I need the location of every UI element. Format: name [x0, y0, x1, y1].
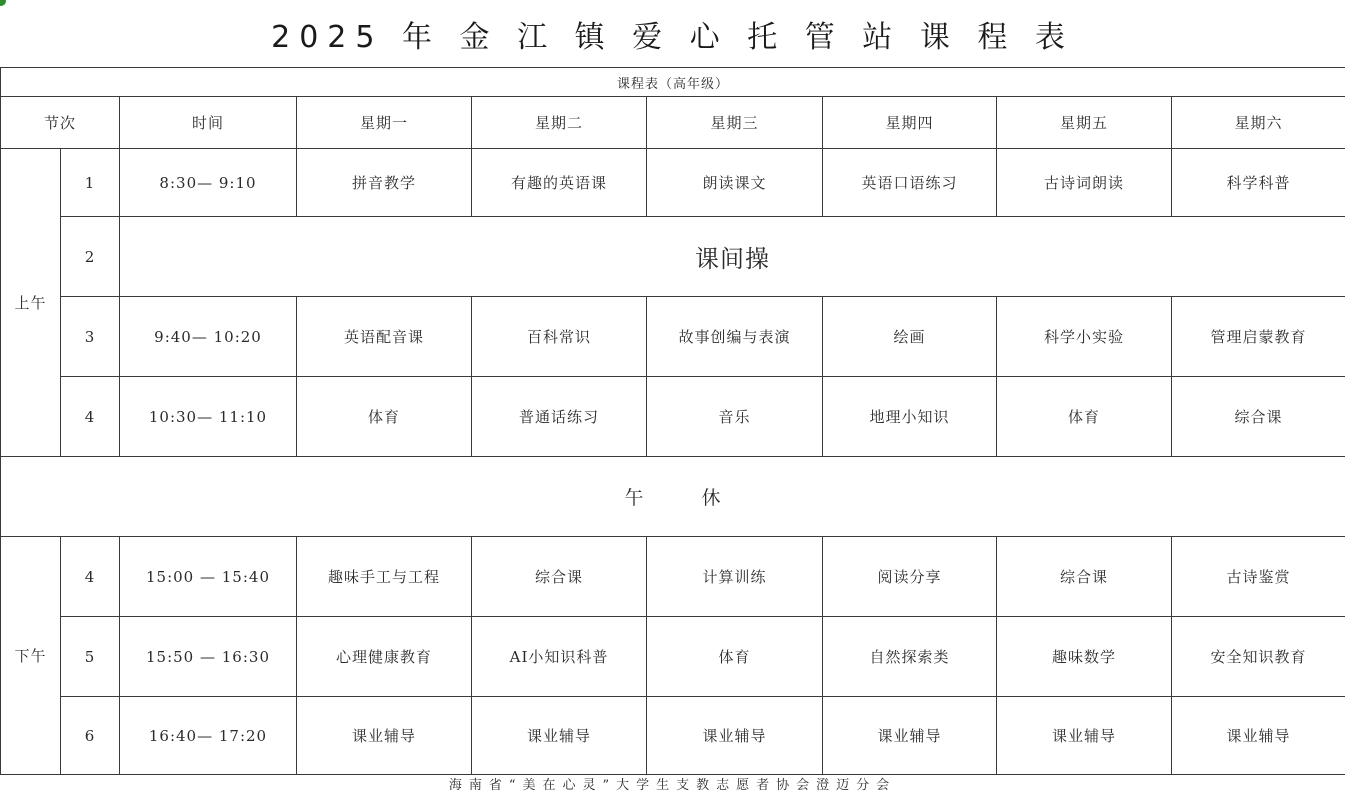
period-time: 8:30— 9:10 — [120, 149, 297, 217]
class-cell: 课业辅导 — [297, 697, 472, 775]
class-cell: 古诗鉴赏 — [1172, 537, 1345, 617]
class-cell: 管理启蒙教育 — [1172, 297, 1345, 377]
class-cell: 地理小知识 — [823, 377, 997, 457]
noon-break-label: 午 休 — [1, 457, 1345, 537]
period-time: 15:50 — 16:30 — [120, 617, 297, 697]
class-cell: 趣味数学 — [997, 617, 1172, 697]
class-cell: 计算训练 — [647, 537, 823, 617]
class-cell: 安全知识教育 — [1172, 617, 1345, 697]
period-number: 2 — [61, 217, 120, 297]
subtitle-row — [1, 68, 1345, 97]
period-time: 9:40— 10:20 — [120, 297, 297, 377]
period-number: 3 — [61, 297, 120, 377]
class-cell: 课业辅导 — [472, 697, 647, 775]
table-row — [1, 149, 1345, 217]
period-number: 1 — [61, 149, 120, 217]
header-friday: 星期五 — [997, 97, 1172, 149]
table-subtitle: 课程表（高年级） — [1, 68, 1345, 97]
class-cell: 综合课 — [1172, 377, 1345, 457]
table-row — [1, 377, 1345, 457]
period-number: 4 — [61, 377, 120, 457]
table-row — [1, 617, 1345, 697]
class-cell: 故事创编与表演 — [647, 297, 823, 377]
header-time: 时间 — [120, 97, 297, 149]
break-label: 课间操 — [120, 217, 1345, 297]
class-cell: 绘画 — [823, 297, 997, 377]
page-title: 2025 年 金 江 镇 爱 心 托 管 站 课 程 表 — [271, 19, 1074, 55]
class-cell: 英语配音课 — [297, 297, 472, 377]
schedule-table — [0, 67, 1345, 775]
class-cell: 阅读分享 — [823, 537, 997, 617]
organizer-footer: 海南省“美在心灵”大学生支教志愿者协会澄迈分会 — [448, 778, 897, 793]
class-cell: 体育 — [647, 617, 823, 697]
class-cell: 古诗词朗读 — [997, 149, 1172, 217]
class-cell: 课业辅导 — [823, 697, 997, 775]
class-cell: 有趣的英语课 — [472, 149, 647, 217]
table-row — [1, 697, 1345, 775]
header-row — [1, 97, 1345, 149]
period-time: 10:30— 11:10 — [120, 377, 297, 457]
class-cell: 英语口语练习 — [823, 149, 997, 217]
class-cell: 综合课 — [472, 537, 647, 617]
morning-label: 上午 — [1, 149, 61, 457]
header-monday: 星期一 — [297, 97, 472, 149]
class-cell: 音乐 — [647, 377, 823, 457]
header-wednesday: 星期三 — [647, 97, 823, 149]
class-cell: 课业辅导 — [647, 697, 823, 775]
class-cell: 体育 — [297, 377, 472, 457]
class-cell: 科学小实验 — [997, 297, 1172, 377]
header-tuesday: 星期二 — [472, 97, 647, 149]
class-cell: 课业辅导 — [1172, 697, 1345, 775]
header-thursday: 星期四 — [823, 97, 997, 149]
class-cell: 拼音教学 — [297, 149, 472, 217]
afternoon-label: 下午 — [1, 537, 61, 775]
class-cell: 朗读课文 — [647, 149, 823, 217]
class-cell: 体育 — [997, 377, 1172, 457]
header-saturday: 星期六 — [1172, 97, 1345, 149]
class-cell: 科学科普 — [1172, 149, 1345, 217]
class-cell: 心理健康教育 — [297, 617, 472, 697]
class-cell: 自然探索类 — [823, 617, 997, 697]
header-period: 节次 — [1, 97, 120, 149]
class-cell: 普通话练习 — [472, 377, 647, 457]
table-row — [1, 537, 1345, 617]
period-number: 6 — [61, 697, 120, 775]
class-cell: AI小知识科普 — [472, 617, 647, 697]
table-row — [1, 297, 1345, 377]
period-number: 5 — [61, 617, 120, 697]
class-cell: 综合课 — [997, 537, 1172, 617]
period-number: 4 — [61, 537, 120, 617]
class-cell: 趣味手工与工程 — [297, 537, 472, 617]
period-time: 16:40— 17:20 — [120, 697, 297, 775]
break-row — [1, 217, 1345, 297]
class-cell: 百科常识 — [472, 297, 647, 377]
period-time: 15:00 — 15:40 — [120, 537, 297, 617]
class-cell: 课业辅导 — [997, 697, 1172, 775]
noon-row — [1, 457, 1345, 537]
